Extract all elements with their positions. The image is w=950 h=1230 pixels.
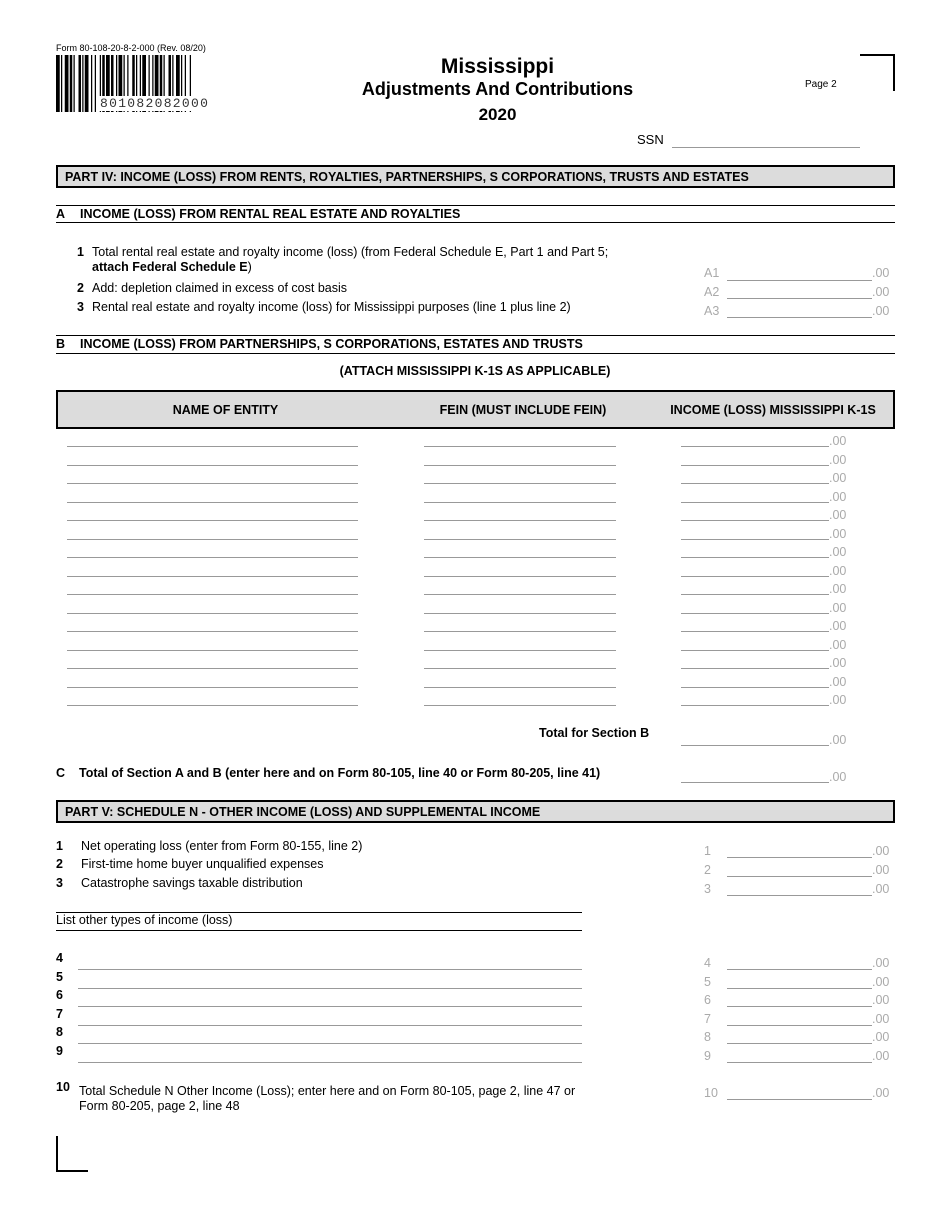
- n-amount-decimal: .00: [872, 863, 890, 877]
- n-amount-field[interactable]: [727, 988, 872, 989]
- entity-fein-field[interactable]: [424, 557, 616, 558]
- page-label: Page 2: [805, 79, 837, 90]
- section-c-text: Total of Section A and B (enter here and on Form 80-105, line 40 or Form 80-205, line 41): [79, 766, 601, 780]
- n-amount-decimal: .00: [872, 1030, 890, 1045]
- n-field-label: 4: [704, 956, 711, 970]
- entity-name-field[interactable]: [67, 613, 358, 614]
- entity-name-field[interactable]: [67, 539, 358, 540]
- entity-income-field[interactable]: [681, 576, 829, 577]
- line-a1-num: 1: [77, 245, 84, 259]
- section-b-title: INCOME (LOSS) FROM PARTNERSHIPS, S CORPORATIONS, ESTATES AND TRUSTS: [80, 337, 583, 351]
- entity-income-decimal: .00: [829, 656, 847, 670]
- n-line-3-num: 3: [56, 876, 63, 890]
- field-label-a1: A1: [704, 266, 720, 280]
- line-a3-num: 3: [77, 300, 84, 314]
- n-field-label: 1: [704, 844, 711, 858]
- entity-fein-field[interactable]: [424, 576, 616, 577]
- entity-fein-field[interactable]: [424, 687, 616, 688]
- entity-income-field[interactable]: [681, 631, 829, 632]
- entity-name-field[interactable]: [67, 557, 358, 558]
- entity-income-field[interactable]: [681, 594, 829, 595]
- section-a-rule-bottom: [56, 222, 895, 223]
- section-c-letter: C: [56, 766, 66, 780]
- n-line-10-field-label: 10: [704, 1086, 718, 1100]
- n-field-label: 2: [704, 863, 711, 877]
- entity-fein-field[interactable]: [424, 650, 616, 651]
- entity-name-field[interactable]: [67, 650, 358, 651]
- section-a-heading: [56, 207, 460, 221]
- corner-mark-top-right: [860, 54, 895, 91]
- entity-fein-field[interactable]: [424, 539, 616, 540]
- n-amount-decimal: .00: [872, 844, 890, 858]
- entity-income-field[interactable]: [681, 520, 829, 521]
- n-other-line-num: 5: [56, 969, 63, 984]
- ssn-field[interactable]: [672, 147, 860, 148]
- section-a-title: INCOME (LOSS) FROM RENTAL REAL ESTATE AND ROYALTIES: [80, 207, 461, 221]
- entity-name-field[interactable]: [67, 520, 358, 521]
- col-entity-name: NAME OF ENTITY: [172, 403, 279, 417]
- title-state: Mississippi: [440, 55, 555, 78]
- n-line-1-text: Net operating loss (enter from Form 80-155, line 2): [81, 839, 363, 853]
- decimal-a1: .00: [872, 266, 890, 280]
- n-other-line-num: 6: [56, 988, 63, 1003]
- n-other-line-num: 8: [56, 1025, 63, 1040]
- amount-field-a1[interactable]: [727, 280, 872, 281]
- entity-name-field[interactable]: [67, 668, 358, 669]
- entity-income-field[interactable]: [681, 668, 829, 669]
- entity-income-decimal: .00: [829, 508, 847, 522]
- entity-income-field[interactable]: [681, 483, 829, 484]
- n-amount-field[interactable]: [727, 1062, 872, 1063]
- section-c-total-field[interactable]: [681, 782, 829, 783]
- n-amount-decimal: .00: [872, 993, 890, 1008]
- n-line-3-text: Catastrophe savings taxable distribution: [81, 876, 303, 890]
- list-label-rule-bottom: [56, 930, 582, 931]
- corner-mark-bottom-left: [56, 1136, 88, 1172]
- entity-income-decimal: .00: [829, 693, 847, 707]
- entity-income-field[interactable]: [681, 650, 829, 651]
- entity-income-decimal: .00: [829, 434, 847, 448]
- entity-income-decimal: .00: [829, 471, 847, 485]
- n-other-line-num: 4: [56, 951, 63, 965]
- section-a-letter: A: [56, 207, 66, 221]
- part5-title: PART V: SCHEDULE N - OTHER INCOME (LOSS) AND SUPPLEMENTAL INCOME: [56, 800, 895, 823]
- decimal-a3: .00: [872, 304, 890, 318]
- n-other-description-field[interactable]: [78, 1006, 582, 1007]
- n-line-10-num: 10: [56, 1080, 70, 1094]
- section-b-letter: B: [56, 337, 66, 351]
- section-b-rule-top: [56, 335, 895, 336]
- n-amount-decimal: .00: [872, 956, 890, 970]
- n-field-label: 5: [704, 974, 711, 989]
- entity-name-field[interactable]: [67, 502, 358, 503]
- section-b-total-decimal: .00: [829, 733, 847, 747]
- entity-name-field[interactable]: [67, 576, 358, 577]
- section-b-total-field[interactable]: [681, 745, 829, 746]
- line-a2-num: 2: [77, 281, 84, 295]
- n-amount-decimal: .00: [872, 1011, 890, 1026]
- section-b-rule-bottom: [56, 353, 895, 354]
- n-amount-field[interactable]: [727, 895, 872, 896]
- n-other-description-field[interactable]: [78, 988, 582, 989]
- field-label-a3: A3: [704, 304, 720, 318]
- n-amount-field[interactable]: [727, 857, 872, 858]
- section-b-heading: [56, 337, 583, 351]
- section-b-subtitle: (ATTACH MISSISSIPPI K-1S AS APPLICABLE): [339, 364, 611, 378]
- n-other-line-num: 9: [56, 1044, 63, 1058]
- col-fein: FEIN (MUST INCLUDE FEIN): [439, 403, 607, 417]
- entity-table-header: [56, 390, 895, 429]
- entity-name-field[interactable]: [67, 594, 358, 595]
- n-amount-decimal: .00: [872, 974, 890, 989]
- field-label-a2: A2: [704, 285, 720, 299]
- section-a-rule-top: [56, 205, 895, 206]
- title-year: 2020: [478, 105, 517, 124]
- n-other-description-field[interactable]: [78, 969, 582, 970]
- entity-name-field[interactable]: [67, 631, 358, 632]
- entity-fein-field[interactable]: [424, 668, 616, 669]
- form-title: [330, 56, 665, 130]
- line-a3-text: Rental real estate and royalty income (loss) for Mississippi purposes (line 1 plus line 2): [92, 300, 571, 314]
- n-other-description-field[interactable]: [78, 1043, 582, 1044]
- entity-income-field[interactable]: [681, 557, 829, 558]
- entity-income-field[interactable]: [681, 539, 829, 540]
- entity-name-field[interactable]: [67, 687, 358, 688]
- entity-income-decimal: .00: [829, 674, 847, 689]
- entity-fein-field[interactable]: [424, 594, 616, 595]
- entity-income-decimal: .00: [829, 637, 847, 652]
- entity-fein-field[interactable]: [424, 705, 616, 706]
- n-line-10-amount-field[interactable]: [727, 1099, 872, 1100]
- n-field-label: 6: [704, 993, 711, 1008]
- n-amount-field[interactable]: [727, 876, 872, 877]
- n-amount-field[interactable]: [727, 1043, 872, 1044]
- n-amount-field[interactable]: [727, 969, 872, 970]
- entity-income-decimal: .00: [829, 489, 847, 504]
- entity-name-field[interactable]: [67, 483, 358, 484]
- entity-fein-field[interactable]: [424, 465, 616, 466]
- entity-income-field[interactable]: [681, 465, 829, 466]
- line-a1-text: Total rental real estate and royalty income (loss) (from Federal Schedule E, Part 1 and Part 5; attach Federal Schedule E): [92, 245, 609, 274]
- list-other-income-label: List other types of income (loss): [56, 913, 233, 927]
- n-field-label: 3: [704, 882, 711, 896]
- entity-fein-field[interactable]: [424, 483, 616, 484]
- line-a2-text: Add: depletion claimed in excess of cost basis: [92, 281, 347, 295]
- entity-fein-field[interactable]: [424, 446, 616, 447]
- n-line-10-decimal: .00: [872, 1086, 890, 1100]
- decimal-a2: .00: [872, 285, 890, 299]
- entity-fein-field[interactable]: [424, 613, 616, 614]
- entity-income-field[interactable]: [681, 613, 829, 614]
- entity-income-decimal: .00: [829, 526, 847, 541]
- entity-income-decimal: .00: [829, 563, 847, 578]
- entity-income-field[interactable]: [681, 705, 829, 706]
- entity-income-decimal: .00: [829, 619, 847, 633]
- section-b-total-label: Total for Section B: [539, 726, 650, 740]
- entity-income-decimal: .00: [829, 545, 847, 559]
- amount-field-a2[interactable]: [727, 298, 872, 299]
- entity-income-field[interactable]: [681, 687, 829, 688]
- n-field-label: 7: [704, 1011, 711, 1026]
- entity-name-field[interactable]: [67, 705, 358, 706]
- n-amount-decimal: .00: [872, 882, 890, 896]
- barcode-number: 801082082000: [100, 96, 210, 111]
- ssn-label: SSN: [637, 132, 664, 147]
- n-amount-field[interactable]: [727, 1006, 872, 1007]
- entity-income-decimal: .00: [829, 600, 847, 615]
- form-number: Form 80-108-20-8-2-000 (Rev. 08/20): [56, 43, 206, 53]
- entity-name-field[interactable]: [67, 465, 358, 466]
- n-line-2-text: First-time home buyer unqualified expenses: [81, 857, 324, 871]
- n-line-2-num: 2: [56, 857, 63, 871]
- entity-income-decimal: .00: [829, 582, 847, 596]
- n-amount-field[interactable]: [727, 1025, 872, 1026]
- col-income: INCOME (LOSS) MISSISSIPPI K-1S: [670, 403, 876, 417]
- section-c-decimal: .00: [829, 770, 847, 784]
- n-field-label: 9: [704, 1049, 711, 1063]
- n-other-line-num: 7: [56, 1006, 63, 1021]
- entity-income-field[interactable]: [681, 502, 829, 503]
- n-line-10-text: Total Schedule N Other Income (Loss); enter here and on Form 80-105, page 2, line 47 or Form 80-205, page 2, line 48: [79, 1084, 576, 1113]
- n-amount-decimal: .00: [872, 1049, 890, 1063]
- entity-fein-field[interactable]: [424, 520, 616, 521]
- entity-fein-field[interactable]: [424, 631, 616, 632]
- entity-name-field[interactable]: [67, 446, 358, 447]
- entity-income-field[interactable]: [681, 446, 829, 447]
- entity-fein-field[interactable]: [424, 502, 616, 503]
- n-other-description-field[interactable]: [78, 1025, 582, 1026]
- title-main: Adjustments And Contributions: [361, 79, 634, 99]
- n-field-label: 8: [704, 1030, 711, 1045]
- part4-title: PART IV: INCOME (LOSS) FROM RENTS, ROYALTIES, PARTNERSHIPS, S CORPORATIONS, TRUSTS AND ESTATES: [56, 165, 895, 188]
- n-other-description-field[interactable]: [78, 1062, 582, 1063]
- n-line-1-num: 1: [56, 839, 63, 853]
- entity-income-decimal: .00: [829, 452, 847, 467]
- amount-field-a3[interactable]: [727, 317, 872, 318]
